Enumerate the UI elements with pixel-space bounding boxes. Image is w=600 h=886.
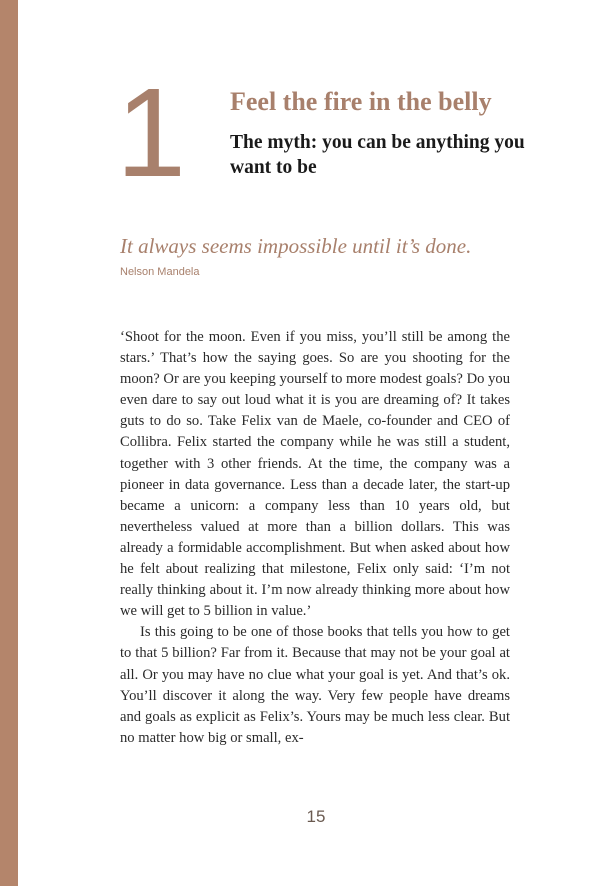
body-paragraph: ‘Shoot for the moon. Even if you miss, you’ll still be among the stars.’ That’s how the saying goes. So are you shooting for the moon? Or are you keeping yourself to more modest goals? Do you even dare to say out loud what it is you are dreaming of? It takes guts to do so. Take Felix van de Maele, co-founder and CEO of Collibra. Felix started the company while he was still a student, together with 3 other friends. At the time, the company was a pioneer in data governance. Less than a decade later, the start-up became a unicorn: a company less than 10 years old, but nevertheless valued at more than a billion dollars. This was already a formidable accomplishment. But when asked about how he felt about realizing that milestone, Felix only said: ‘I’m not really thinking about it. I’m now already thinking more about how we will get to 5 billion in value.’ [120, 329, 510, 620]
body-paragraph: Is this going to be one of those books that tells you how to get to that 5 billion? Far from it. Because that may not be your goal at all. Or you may have no clue what your goal is yet. And that’s ok. You’ll discover it along the way. Very few people have dreams and goals as explicit as Felix’s. Yours may be much less clear. But no matter how big or small, ex- [120, 624, 510, 746]
side-color-bar [0, 0, 18, 886]
page-number: 15 [306, 807, 326, 826]
epigraph-author: Nelson Mandela [120, 266, 200, 278]
chapter-subtitle: The myth: you can be anything you want to be [230, 132, 525, 178]
chapter-number: 1 [116, 62, 187, 203]
epigraph-quote: It always seems impossible until it’s done. [120, 234, 472, 258]
chapter-title: Feel the fire in the belly [230, 87, 492, 116]
body-text [120, 327, 510, 749]
